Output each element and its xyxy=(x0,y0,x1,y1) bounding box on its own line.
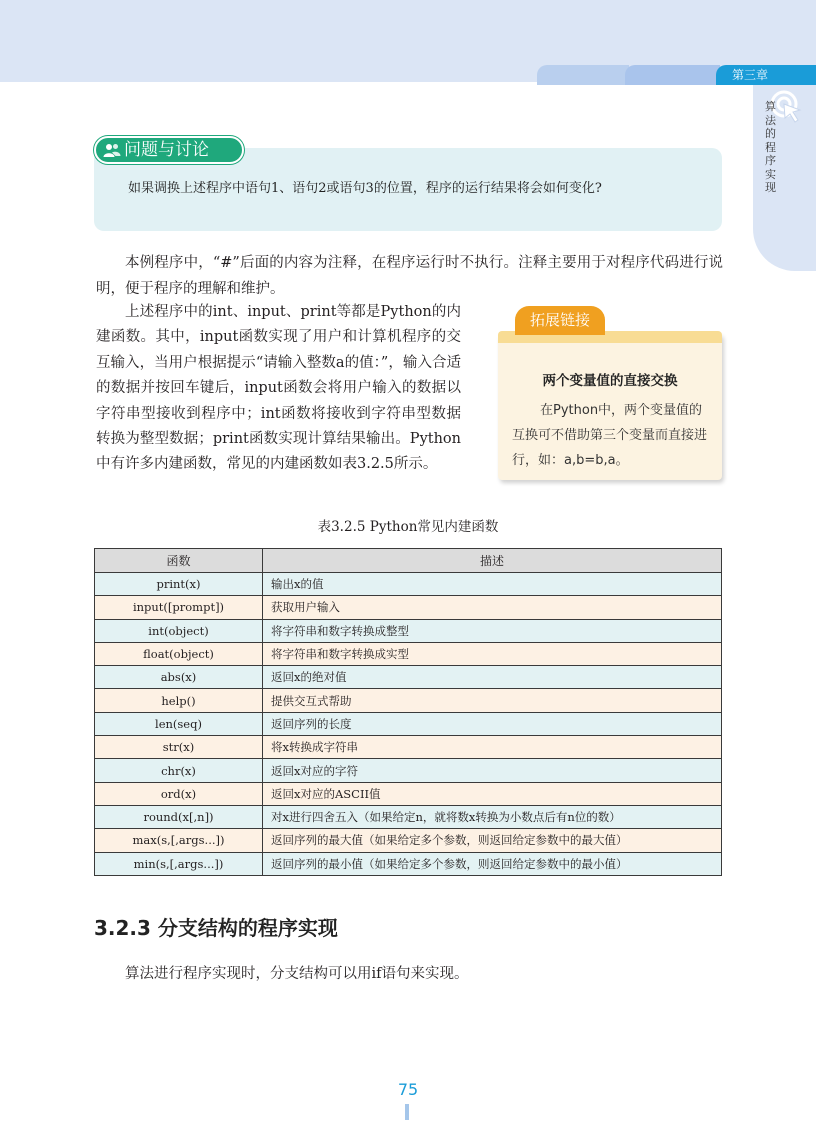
extension-label: 拓展链接 xyxy=(515,306,605,335)
table-row xyxy=(95,805,722,828)
description-cell: 将字符串和数字转换成整型 xyxy=(263,619,722,642)
description-cell: 获取用户输入 xyxy=(263,596,722,619)
function-cell: max(s,[,args...]) xyxy=(95,829,263,852)
table-row xyxy=(95,759,722,782)
description-cell: 返回x对应的ASCII值 xyxy=(263,782,722,805)
function-cell: ord(x) xyxy=(95,782,263,805)
page-number-tick xyxy=(405,1104,409,1120)
discussion-label-text: 问题与讨论 xyxy=(124,140,209,160)
table-row xyxy=(95,782,722,805)
extension-title: 两个变量值的直接交换 xyxy=(542,373,678,389)
column-header-function: 函数 xyxy=(95,549,263,573)
description-cell: 返回序列的长度 xyxy=(263,712,722,735)
table-row xyxy=(95,573,722,596)
side-chapter-title: 算法的程序实现 xyxy=(765,100,776,194)
discussion-label xyxy=(94,136,244,164)
description-cell: 对x进行四舍五入（如果给定n，就将数x转换为小数点后有n位的数） xyxy=(263,805,722,828)
table-row xyxy=(95,712,722,735)
table-row xyxy=(95,596,722,619)
page-number: 75 xyxy=(397,1080,419,1099)
function-cell: round(x[,n]) xyxy=(95,805,263,828)
function-cell: float(object) xyxy=(95,642,263,665)
header-tab-decor-2 xyxy=(625,65,720,85)
function-cell: chr(x) xyxy=(95,759,263,782)
function-cell: print(x) xyxy=(95,573,263,596)
function-cell: len(seq) xyxy=(95,712,263,735)
table-row xyxy=(95,829,722,852)
paragraph-comments: 本例程序中，“#”后面的内容为注释，在程序运行时不执行。注释主要用于对程序代码进行说明，便于程序的理解和维护。 xyxy=(96,255,723,297)
paragraph-builtins: 上述程序中的int、input、print等都是Python的内建函数。其中，input函数实现了用户和计算机程序的交互输入，当用户根据提示“请输入整数a的值：”，输入合适的数据并按回车键后，input函数会将用户输入的数据以字符串型接收到程序中；int函数将接收到字符串型数据转换为整型数据；print函数实现计算结果输出。Python中有许多内建函数，常见的内建函数如表3.2.5所示。 xyxy=(96,304,461,473)
function-cell: input([prompt]) xyxy=(95,596,263,619)
function-cell: int(object) xyxy=(95,619,263,642)
function-cell: min(s,[,args...]) xyxy=(95,852,263,875)
discussion-question: 如果调换上述程序中语句1、语句2或语句3的位置，程序的运行结果将会如何变化? xyxy=(128,181,602,196)
people-icon xyxy=(103,142,121,158)
builtin-functions-table xyxy=(94,548,722,876)
description-cell: 将x转换成字符串 xyxy=(263,736,722,759)
column-header-description: 描述 xyxy=(263,549,722,573)
table-row xyxy=(95,642,722,665)
description-cell: 返回序列的最小值（如果给定多个参数，则返回给定参数中的最小值） xyxy=(263,852,722,875)
paragraph-branch: 算法进行程序实现时，分支结构可以用if语句来实现。 xyxy=(125,966,469,982)
description-cell: 返回x对应的字符 xyxy=(263,759,722,782)
description-cell: 提供交互式帮助 xyxy=(263,689,722,712)
description-cell: 将字符串和数字转换成实型 xyxy=(263,642,722,665)
description-cell: 返回序列的最大值（如果给定多个参数，则返回给定参数中的最大值） xyxy=(263,829,722,852)
function-cell: help() xyxy=(95,689,263,712)
table-row xyxy=(95,852,722,875)
chapter-tab: 第三章 xyxy=(716,65,816,85)
function-cell: str(x) xyxy=(95,736,263,759)
table-row xyxy=(95,689,722,712)
header-tab-decor-1 xyxy=(537,65,629,85)
table-row xyxy=(95,619,722,642)
section-heading: 3.2.3 分支结构的程序实现 xyxy=(94,916,338,940)
description-cell: 输出x的值 xyxy=(263,573,722,596)
extension-text: 在Python中，两个变量值的互换可不借助第三个变量而直接进行，如：a,b=b,a。 xyxy=(512,403,708,468)
table-row xyxy=(95,666,722,689)
table-caption: 表3.2.5 Python常见内建函数 xyxy=(317,519,499,535)
table-row xyxy=(95,736,722,759)
description-cell: 返回x的绝对值 xyxy=(263,666,722,689)
function-cell: abs(x) xyxy=(95,666,263,689)
table-header-row xyxy=(95,549,722,573)
